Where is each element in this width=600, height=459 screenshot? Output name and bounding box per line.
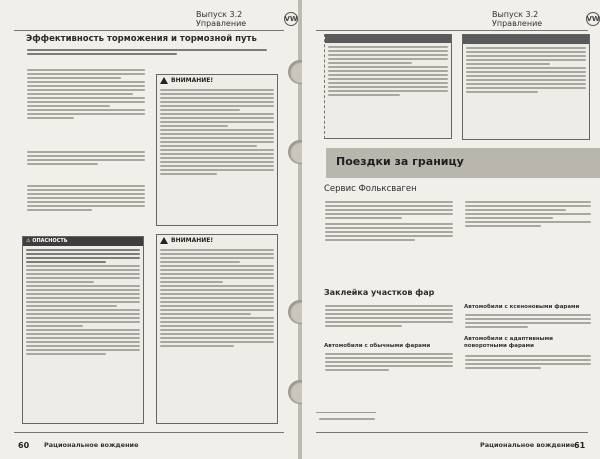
footnote-rule — [316, 412, 376, 413]
conventional-headlights-text — [322, 350, 456, 374]
adaptive-headlights-text — [462, 352, 594, 372]
footer-rule — [14, 432, 284, 433]
service-text-left — [322, 198, 456, 244]
warning-triangle-icon — [160, 237, 168, 244]
service-text-right — [462, 198, 594, 230]
warning-heading-1: ВНИМАНИЕ! — [157, 75, 277, 86]
intro-paragraph — [24, 46, 280, 58]
footer-rule — [316, 432, 588, 433]
left-column-text-2 — [24, 148, 148, 168]
section-title-headlights: Заклейка участков фар — [324, 288, 435, 297]
subheading-conventional-headlights: Автомобили с обычными фарами — [324, 343, 431, 349]
right-footer-chapter: Рациональное вождение — [480, 441, 575, 449]
left-header-title: Выпуск 3.2 Управление — [196, 10, 247, 28]
right-header — [492, 10, 600, 28]
left-column-text-1 — [24, 66, 148, 122]
header-rule — [316, 30, 588, 31]
xenon-headlights-text — [462, 311, 594, 331]
warning-box-label: ⚠ ОПАСНОСТЬ — [23, 237, 143, 246]
warning-box-danger — [22, 236, 144, 424]
volkswagen-logo-icon: VW — [284, 12, 298, 26]
warning-triangle-icon: ⚠ — [26, 238, 33, 244]
continued-box-1 — [324, 34, 452, 139]
left-page-number: 60 — [18, 441, 30, 450]
subheading-xenon-headlights: Автомобили с ксеноновыми фарами — [464, 304, 580, 310]
footnote-text — [316, 415, 392, 423]
headlights-text — [322, 302, 456, 330]
volkswagen-logo-icon: VW — [586, 12, 600, 26]
subheading-adaptive-headlights: Автомобили с адаптивными поворотными фарами — [464, 336, 553, 349]
left-footer-chapter: Рациональное вождение — [44, 441, 139, 449]
section-title-service: Сервис Фольксваген — [324, 184, 417, 194]
section-band — [326, 148, 600, 178]
warning-triangle-icon — [160, 77, 168, 84]
left-column-text-3 — [24, 182, 148, 214]
warning-heading-2: ВНИМАНИЕ! — [157, 235, 277, 246]
header-rule — [14, 30, 284, 31]
right-page-number: 61 — [574, 441, 586, 450]
section-title-travel-abroad: Поездки за границу — [336, 155, 464, 168]
section-title-braking: Эффективность торможения и тормозной путь — [26, 34, 257, 44]
right-header-title: Выпуск 3.2 Управление — [492, 10, 543, 28]
left-header — [196, 10, 298, 28]
continued-box-2 — [462, 34, 590, 140]
right-page-lower — [302, 180, 600, 459]
warning-box-2 — [156, 234, 278, 424]
warning-box-1 — [156, 74, 278, 226]
left-page — [0, 0, 298, 459]
